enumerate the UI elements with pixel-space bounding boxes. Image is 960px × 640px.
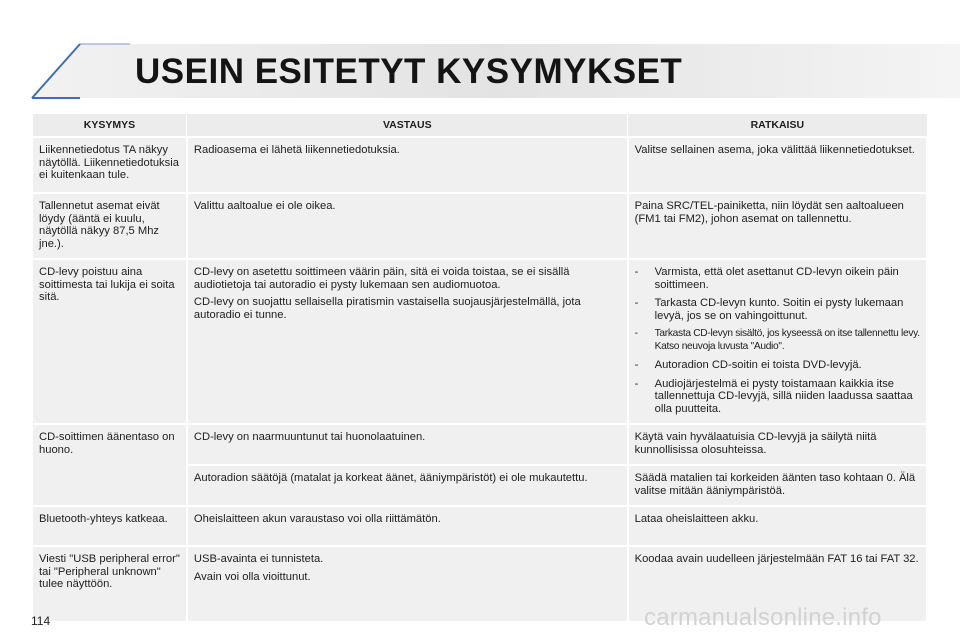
answer-text: CD-levy on asetettu soittimeen väärin päin, sitä ei voida toistaa, se ei sisällä audiotietoja tai autoradio ei pysty lukemaan sen audiomuotoa. xyxy=(193,266,570,291)
question-cell: CD-soittimen äänentaso on huono. xyxy=(32,424,187,506)
answer-text: Oheislaitteen akun varaustaso voi olla riittämätön. xyxy=(193,513,441,525)
answer-cell xyxy=(187,506,628,546)
solution-cell xyxy=(628,137,927,193)
page-title: USEIN ESITETYT KYSYMYKSET xyxy=(135,52,683,91)
answer-text: Autoradion säätöjä (matalat ja korkeat äänet, ääniympäristöt) ei ole mukautettu. xyxy=(193,472,588,484)
answer-text: Valittu aaltoalue ei ole oikea. xyxy=(193,200,336,212)
question-cell: CD-levy poistuu aina soittimesta tai lukija ei soita sitä. xyxy=(32,259,187,424)
answer-cell xyxy=(187,465,628,506)
table-row xyxy=(32,506,927,546)
answer-cell xyxy=(187,193,628,259)
table-row xyxy=(32,424,927,465)
table-header-row xyxy=(32,114,927,138)
table-row xyxy=(32,259,927,424)
answer-text: CD-levy on naarmuuntunut tai huonolaatuinen. xyxy=(193,431,426,443)
answer-text: CD-levy on suojattu sellaisella piratismin vastaisella suojausjärjestelmällä, jota autoradio ei tunne. xyxy=(193,296,581,321)
column-header-solution: RATKAISU xyxy=(628,114,927,138)
solution-item-text: Varmista, että olet asettanut CD-levyn oikein päin soittimeen. xyxy=(654,266,899,291)
question-cell: Liikennetiedotus TA näkyy näytöllä. Liikennetiedotuksia ei kuitenkaan tule. xyxy=(32,137,187,193)
page-number: 114 xyxy=(31,614,51,628)
list-item: - Varmista, että olet asettanut CD-levyn oikein päin soittimeen. xyxy=(634,266,899,291)
column-header-question: KYSYMYS xyxy=(32,114,187,138)
answer-cell xyxy=(187,546,628,622)
solution-text: Valitse sellainen asema, joka välittää liikennetiedotukset. xyxy=(634,144,915,156)
column-header-answer: VASTAUS xyxy=(187,114,628,138)
solution-cell xyxy=(628,424,927,465)
solution-item-text: Tarkasta CD-levyn kunto. Soitin ei pysty lukemaan levyä, jos se on vahingoittunut. xyxy=(654,297,904,322)
solution-text: Paina SRC/TEL-painiketta, niin löydät sen aaltoalueen (FM1 tai FM2), johon asemat on tallennettu. xyxy=(634,200,904,225)
list-item: - Autoradion CD-soitin ei toista DVD-levyjä. xyxy=(634,359,862,371)
solution-text: Lataa oheislaitteen akku. xyxy=(634,513,759,525)
solution-text: Koodaa avain uudelleen järjestelmään FAT 16 tai FAT 32. xyxy=(634,553,919,565)
table-row xyxy=(32,137,927,193)
watermark: carmanualsonline.info xyxy=(644,604,882,631)
answer-cell xyxy=(187,137,628,193)
list-item: - Tarkasta CD-levyn kunto. Soitin ei pysty lukemaan levyä, jos se on vahingoittunut. xyxy=(634,297,904,322)
answer-text: Avain voi olla vioittunut. xyxy=(193,570,311,583)
question-cell: Tallennetut asemat eivät löydy (ääntä ei kuulu, näytöllä näkyy 87,5 Mhz jne.). xyxy=(32,193,187,259)
list-item: - Audiojärjestelmä ei pysty toistamaan kaikkia itse tallennettuja CD-levyjä, sillä niiden laadussa saattaa olla puutteita. xyxy=(634,377,913,415)
solution-text: Käytä vain hyvälaatuisia CD-levyjä ja säilytä niitä kunnollisissa olosuhteissa. xyxy=(634,431,877,456)
solution-item-text: Audiojärjestelmä ei pysty toistamaan kaikkia itse tallennettuja CD-levyjä, sillä niiden laadussa saattaa olla puutteita. xyxy=(654,377,913,415)
answer-text: Radioasema ei lähetä liikennetiedotuksia. xyxy=(193,144,400,156)
answer-cell xyxy=(187,259,628,424)
table-row xyxy=(32,193,927,259)
faq-table xyxy=(31,113,928,623)
question-cell: Bluetooth-yhteys katkeaa. xyxy=(32,506,187,546)
list-item: - Tarkasta CD-levyn sisältö, jos kyseessä on itse tallennettu levy. Katso neuvoja luvusta "Audio". xyxy=(634,328,920,352)
answer-cell xyxy=(187,424,628,465)
solution-item-text: Tarkasta CD-levyn sisältö, jos kyseessä on itse tallennettu levy. Katso neuvoja luvusta "Audio". xyxy=(654,328,920,352)
solution-cell xyxy=(628,465,927,506)
solution-list xyxy=(635,266,920,415)
answer-text: USB-avainta ei tunnisteta. xyxy=(193,553,324,565)
solution-text: Säädä matalien tai korkeiden äänten taso kohtaan 0. Älä valitse mitään ääniympäristöä. xyxy=(634,472,916,497)
solution-cell xyxy=(628,259,927,424)
question-cell: Viesti "USB peripheral error" tai "Peripheral unknown" tulee näyttöön. xyxy=(32,546,187,622)
solution-item-text: Autoradion CD-soitin ei toista DVD-levyjä. xyxy=(654,359,862,371)
solution-cell xyxy=(628,193,927,259)
solution-cell xyxy=(628,506,927,546)
